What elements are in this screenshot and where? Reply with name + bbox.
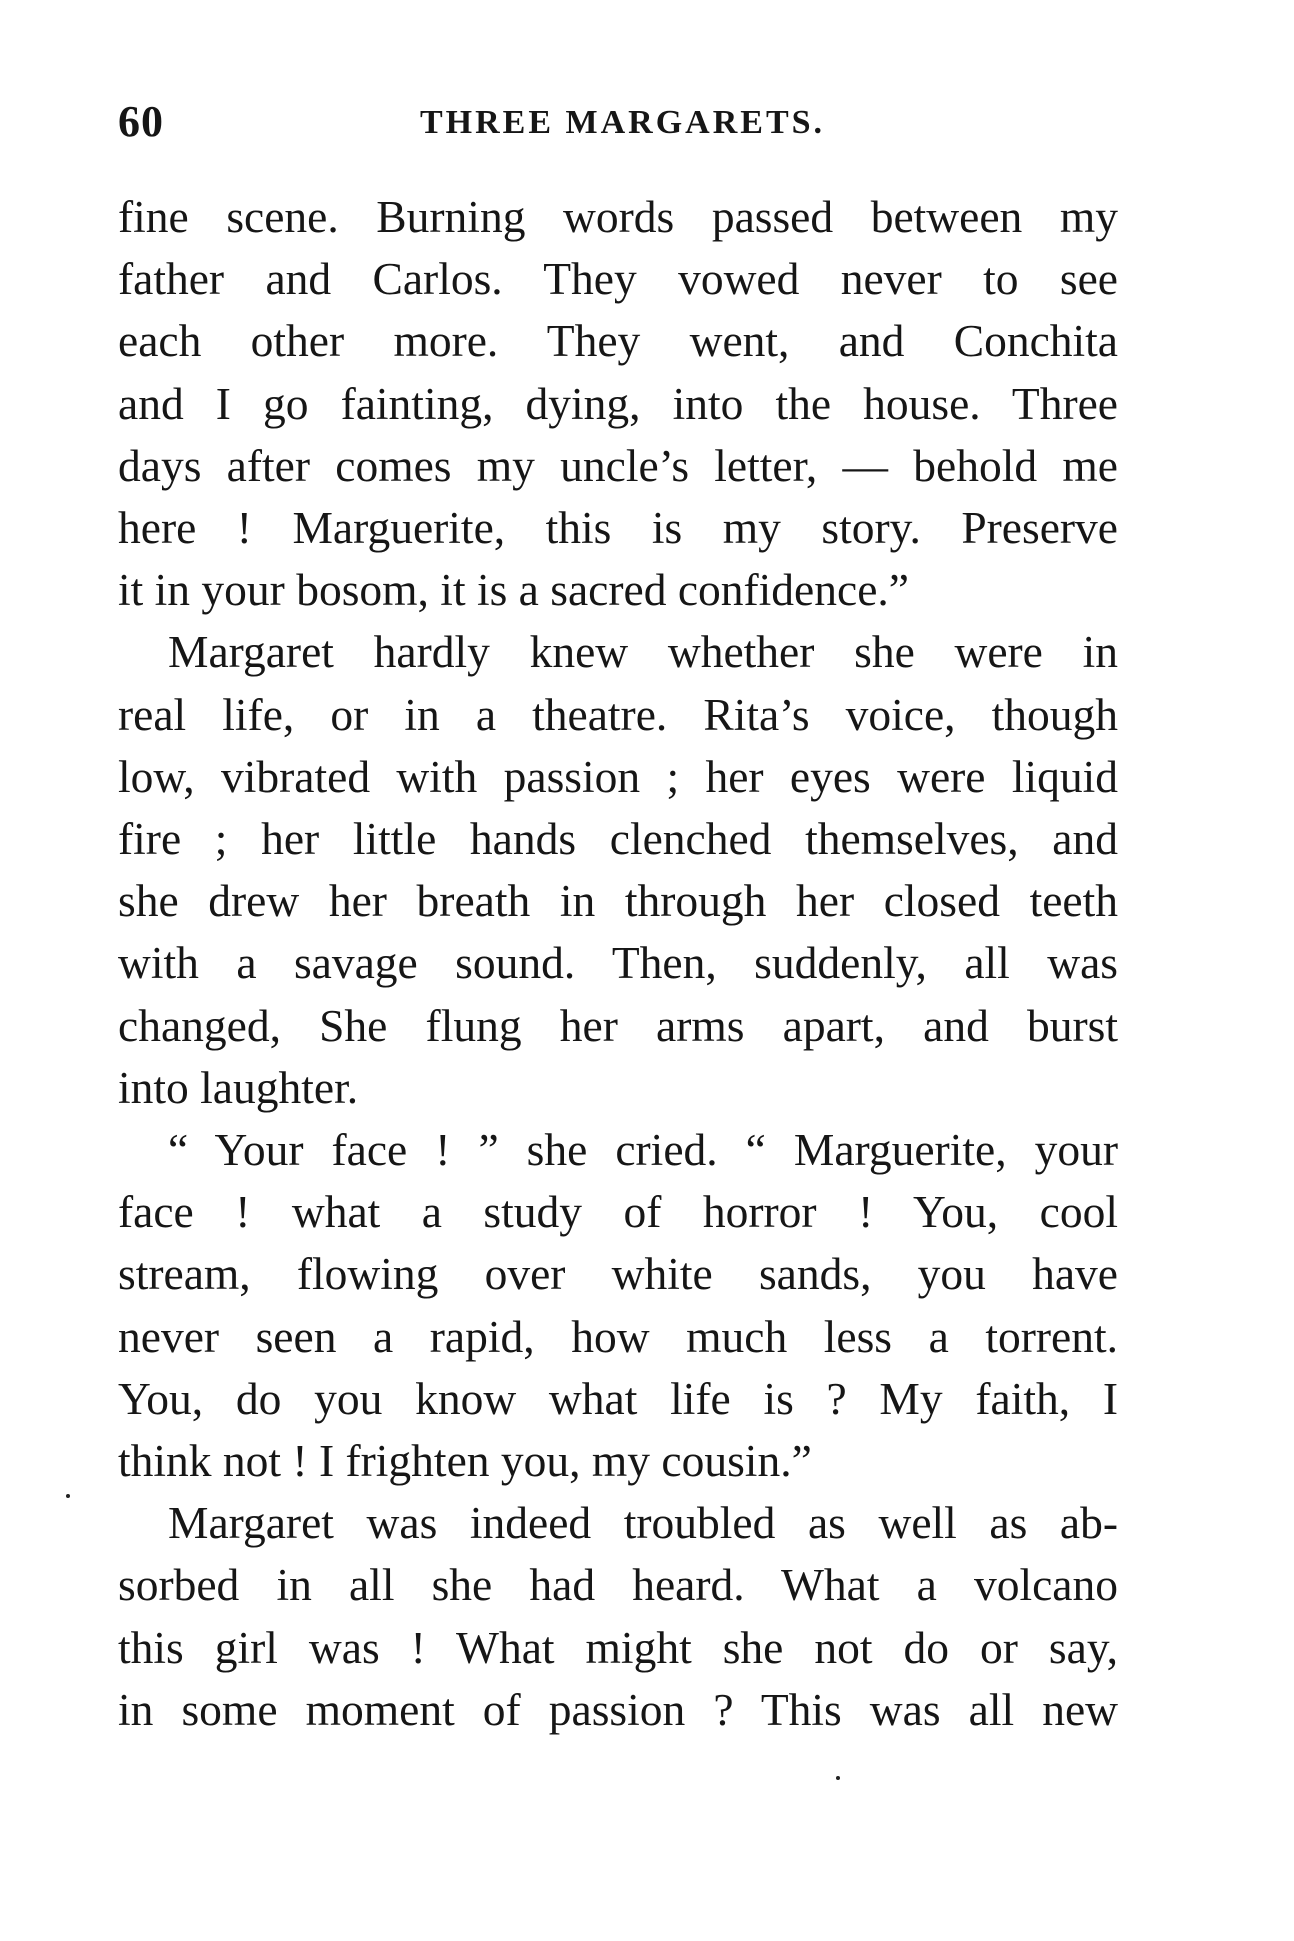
text-line: days after comes my uncle’s letter, — behold me [118,439,1118,491]
body-text [118,186,1118,1741]
text-line: Margaret was indeed troubled as well as ab- [168,1497,1118,1549]
text-line: and I go fainting, dying, into the house. Three [118,377,1118,429]
print-speck [66,1494,70,1498]
text-line: face ! what a study of horror ! You, cool [118,1186,1118,1238]
paragraph-4 [118,1492,1118,1741]
text-line: with a savage sound. Then, suddenly, all was [118,937,1118,989]
text-line: real life, or in a theatre. Rita’s voice, though [118,688,1118,740]
print-speck [836,1776,840,1780]
text-line: think not ! I frighten you, my cousin.” [118,1435,812,1487]
page-number: 60 [118,97,164,146]
text-line: into laughter. [118,1061,359,1113]
text-line: in some moment of passion ? This was all new [118,1683,1118,1735]
text-line: sorbed in all she had heard. What a volcano [118,1559,1118,1611]
paragraph-1 [118,186,1118,621]
text-line: never seen a rapid, how much less a torrent. [118,1310,1118,1362]
running-title: THREE MARGARETS. [420,104,826,141]
text-line: this girl was ! What might she not do or say, [118,1621,1118,1673]
text-line: each other more. They went, and Conchita [118,315,1118,367]
text-line: You, do you know what life is ? My faith, I [118,1372,1118,1424]
text-line: low, vibrated with passion ; her eyes were liquid [118,750,1118,802]
text-line: fire ; her little hands clenched themselves, and [118,813,1118,865]
text-line: Margaret hardly knew whether she were in [168,626,1118,678]
text-line: stream, flowing over white sands, you have [118,1248,1118,1300]
text-line: father and Carlos. They vowed never to see [118,253,1118,305]
running-head [118,96,1118,156]
text-line: changed, She flung her arms apart, and burst [118,999,1118,1051]
text-line: here ! Marguerite, this is my story. Preserve [118,502,1118,554]
text-line: “ Your face ! ” she cried. “ Marguerite, your [168,1124,1118,1176]
text-line: fine scene. Burning words passed between my [118,191,1118,242]
paragraph-3 [118,1119,1118,1492]
paragraph-2 [118,621,1118,1119]
text-line: she drew her breath in through her closed teeth [118,875,1118,927]
text-line: it in your bosom, it is a sacred confidence.” [118,564,909,616]
